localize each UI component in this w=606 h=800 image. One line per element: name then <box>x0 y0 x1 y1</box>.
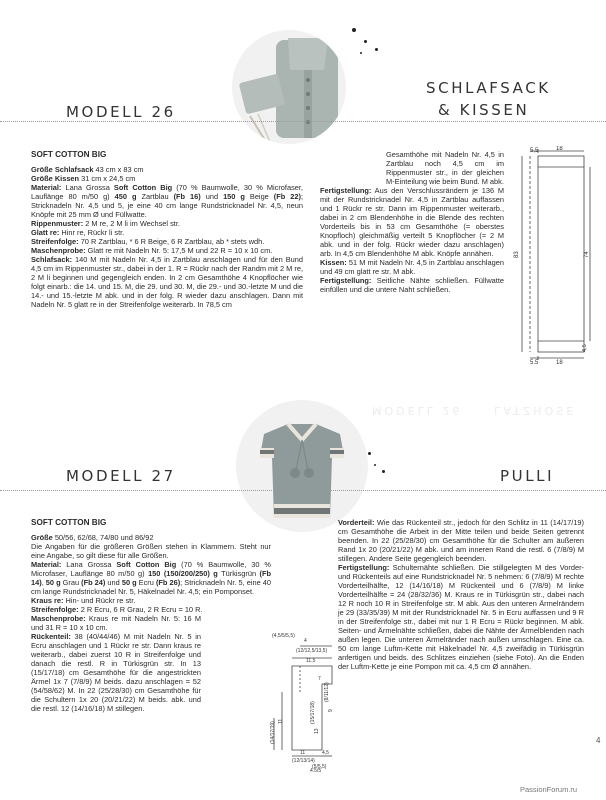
decor-dot <box>375 48 378 51</box>
schema-label: 4,5 <box>582 344 588 352</box>
yarn-title: SOFT COTTON BIG <box>31 150 107 159</box>
decor-dot <box>352 28 356 32</box>
schema-label: (5/5,5) <box>312 764 327 770</box>
schema-label: 5,5 <box>530 360 539 364</box>
modell-27-col-2: Vorderteil: Wie das Rückenteil str., jedoch für den Schlitz in 11 (14/17/19) cm Gesamthöhe die Arbeit in der Mitte teilen und beide Seiten getrennt beenden. In 22 (25/28/30) cm Gesamthöhe für die Schulter am äußeren Rand 1x 20 (20/21/22) M abk. und am inneren Rand die restl. 6 (7/8/9) M stillegen. Andere Seite gegengleich beenden. Fertigstellung: Schulternähte schließen. Die stillgelegten M des Vorder- und Rückenteils auf eine Rundstricknadel Nr. 5 nehmen: 6 (7/8/9) M rechte Vorderteilhälfte, 12 (14/16/18) M Rückenteil und 6 (7/8/9) M linke Vorderteilhälfte = 24 (28/32/36) M. Kraus re in Türkisgrün str., dabei nach 12 R noch 10 R in Streifenfolge str. M abk. Aus den unteren Ärmelrändern je 29 (33/35/39) M mit der Rundstricknadel Nr. 5 in Ecru auffassen und 9 R in der Streifenfolge str., dabei mit nur 1 R Ecru = Rückr beginnen. M abk. Seiten- und Ärmelnähte schließen, dabei die Nähte der Ärmelblenden nach außen legen. Die unteren Ärmelränder nach außen umschlagen. Eine ca. 50 cm lange Luftm-Kette mit Häkelnadel Nr. 4,5 zweifädig in Türkisgrün anfertigen und beids. des Schlitzes einziehen (siehe Foto). An die Enden der Luftm-Kette je eine Pompon mit ca. 4,5 cm Ø annähen. <box>338 518 584 671</box>
schlafsack-illustration <box>232 30 346 144</box>
schema-label: 83 <box>514 251 520 258</box>
schema-label: 4 <box>304 638 307 644</box>
pulli-photo <box>236 400 368 532</box>
schema-label: 74 <box>584 251 590 258</box>
schema-label: 7 <box>318 676 321 682</box>
schema-label: 9 <box>328 709 334 712</box>
schema-label: 4,5/5 <box>310 768 322 772</box>
page-number: 4 <box>596 736 601 745</box>
decor-dot <box>382 470 385 473</box>
schema-label: 11 <box>278 718 284 724</box>
schlafsack-photo <box>232 30 346 144</box>
schema-label: 18 <box>556 360 563 364</box>
modell-26-col-1: SOFT COTTON BIG Größe Schlafsack 43 cm x 83 cm Größe Kissen 31 cm x 24,5 cm Material: Lana Grossa Soft Cotton Big (70 % Baumwolle, 30 % Microfaser, Lauflänge 80 m/50 g) 450 g Zartblau (Fb 16) und 150 g Beige (Fb 22); Stricknadeln Nr. 4,5 und 5, je eine 40 cm lange Rundstricknadel Nr. 4,5, neun Knöpfe mit 25 mm Ø und Füllwatte. Rippenmuster: 2 M re, 2 M li im Wechsel str. Glatt re: Hinr re, Rückr li str. Streifenfolge: 70 R Zartblau, * 6 R Beige, 6 R Zartblau, ab * stets wdh. Maschenprobe: Glatt re mit Nadeln Nr. 5: 17,5 M und 22 R = 10 x 10 cm. Schlafsack: 140 M mit Nadeln Nr. 4,5 in Zartblau anschlagen und für den Bund 4,5 cm im Rippenmuster str., dabei in der 1. R = Rückr nach der Randm mit 2 M re, 2 M li beginnen und gegengleich enden. In 2 cm Gesamthöhe 4 Knopflöcher wie folgt einarb.: die 14. und 15. M, die 29. und 30. M, die 29.- und 30.-letzte M und die 14.- und 15.-letzte M abk. und in der folg. R wieder dazu anschlagen. Dann mit Nadeln Nr. 5 glatt re in der Streifenfolge weiterarb. In 78,5 cm <box>31 150 304 309</box>
decor-dot <box>364 40 367 43</box>
modell-26-heading: MODELL 26 <box>66 103 176 121</box>
modell-27-col-1: SOFT COTTON BIG Größe 50/56, 62/68, 74/80 und 86/92 Die Angaben für die größeren Größen stehen in Klammern. Steht nur eine Angabe, so gilt diese für alle Größen. Material: Lana Grossa Soft Cotton Big (70 % Baumwolle, 30 % Microfaser, Lauflänge 80 m/50 g) 150 (150/200/250) g Türkisgrün (Fb 14), 50 g Grau (Fb 24) und 50 g Ecru (Fb 26); Stricknadeln Nr. 5, eine 40 cm lange Rundstricknadel Nr. 5, Häkelnadel Nr. 4,5; ein Pomponset. Kraus re: Hin- und Rückr re str. Streifenfolge: 2 R Ecru, 6 R Grau, 2 R Ecru = 10 R. Maschenprobe: Kraus re mit Nadeln Nr. 5: 16 M und 31 R = 10 x 10 cm. Rückenteil: 38 (40/44/46) M mit Nadeln Nr. 5 in Ecru anschlagen und 1 Rückr re str. Dann kraus re weiterarb., dabei zuerst 10 R in Streifenfolge und danach die restl. R in Türkisgrün str. In 13 (15/17/18) cm Gesamthöhe für die angestrickten Ärmel 1x 7 (7/8/9) M beids. dazu anschlagen = 52 (54/58/62) M. In 22 (25/28/30) cm Gesamthöhe für die Schultern 1x 20 (20/21/22) M beids. abk. und die restl. 12 (14/16/18) M stillegen. <box>31 518 271 713</box>
schema-label: (12/13/14) <box>292 758 315 764</box>
modell-27-heading: MODELL 27 <box>66 467 176 485</box>
decor-dot <box>374 464 376 466</box>
decor-dot <box>360 52 362 54</box>
ghost-text: LATZHOSE <box>494 404 577 417</box>
schema-label: (4,5/5/5,5) <box>272 633 295 639</box>
schema-label: 5,5 <box>530 148 539 154</box>
schema-label: 4,5 <box>322 750 329 756</box>
schema-label: (15/17/18) <box>310 701 316 724</box>
schema-label: 13 <box>314 728 320 734</box>
ghost-text: MODELL 26 <box>372 404 463 417</box>
schema-label: 18 <box>556 146 563 152</box>
pulli-schema <box>270 632 336 772</box>
modell-26-col-2: Gesamthöhe mit Nadeln Nr. 4,5 in Zartblau noch 4,5 cm im Rippenmuster str., in der gleichen M-Einteilung wie beim Bund. M abk. Fertigstellung: Aus den Verschlussrändern je 136 M mit der Rundstricknadel Nr. 4,5 in Zartblau auffassen und 1 Rückr re str. Dann im Rippenmuster weiterarb., dabei in 2 cm Blendenhöhe in die Blende des rechten Vorderteils bis in 53 cm Gesamthöhe (= oberstes Knopfloch) gleichmäßig verteilt 5 Knopflöcher (= 2 M abk. und in der folg. Rückr wieder dazu anschlagen) arb. In 4,5 cm Blendenhöhe M abk. Knöpfe annähen. Kissen: 51 M mit Nadeln Nr. 4,5 in Zartblau anschlagen und 49 cm glatt re str. M abk. Fertigstellung: Seitliche Nähte schließen. Füllwatte einfüllen und die untere Naht schließen. <box>320 150 504 294</box>
schema-label: 11 <box>300 750 306 756</box>
section-divider <box>0 490 606 491</box>
decor-dot <box>368 452 371 455</box>
pulli-illustration <box>236 400 368 532</box>
kissen-title: & KISSEN <box>438 101 530 119</box>
schema-label: (8/11/12) <box>324 682 330 702</box>
watermark: PassionForum.ru <box>520 785 578 794</box>
schema-label: (14/17/19) <box>270 721 276 744</box>
yarn-title: SOFT COTTON BIG <box>31 518 107 527</box>
schema-label: (12/12,5/13,5) <box>296 648 328 654</box>
pulli-title: PULLI <box>500 467 555 485</box>
schlafsack-title: SCHLAFSACK <box>426 79 551 97</box>
schema-label: 11,5 <box>306 658 316 664</box>
section-divider <box>0 121 606 122</box>
schlafsack-schema <box>508 146 592 364</box>
